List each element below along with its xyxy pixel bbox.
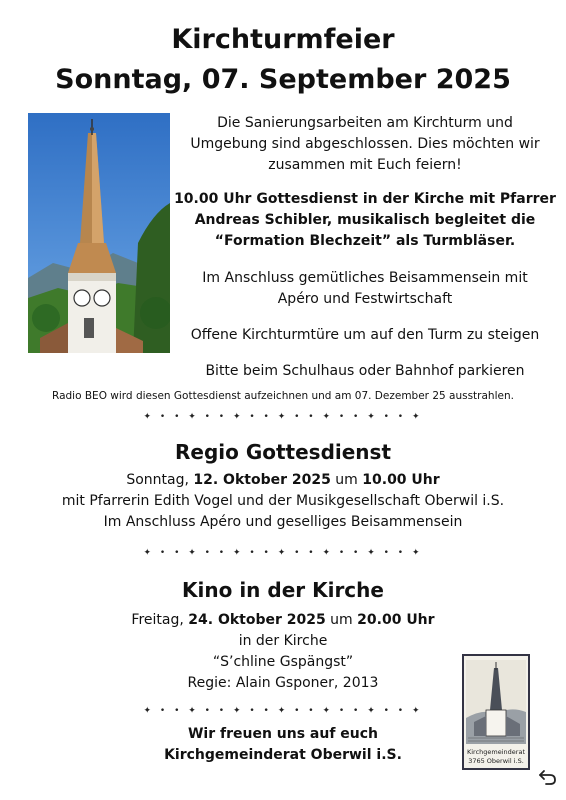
kino-line: in der Kirche bbox=[238, 633, 328, 649]
regio-date: 12. Oktober 2025 bbox=[193, 472, 331, 488]
service-line: Andreas Schibler, musikalisch begleitet die bbox=[194, 212, 536, 228]
kino-date-line bbox=[0, 610, 566, 631]
service-line: “Formation Blechzeit” als Turmbläser. bbox=[214, 233, 516, 249]
event-date-title: Sonntag, 07. September 2025 bbox=[55, 64, 511, 95]
return-arrow-icon-svg bbox=[538, 767, 558, 787]
service-text bbox=[172, 189, 558, 252]
kino-date-prefix: Freitag, bbox=[131, 612, 189, 628]
kino-date: 24. Oktober 2025 bbox=[188, 612, 326, 628]
intro-line: zusammen mit Euch feiern! bbox=[268, 157, 462, 173]
service-line: 10.00 Uhr Gottesdienst in der Kirche mit Pfarrer bbox=[174, 191, 556, 207]
regio-line: mit Pfarrerin Edith Vogel und der Musikgesellschaft Oberwil i.S. bbox=[61, 493, 505, 509]
seal-line: Kirchgemeinderat bbox=[466, 748, 525, 756]
kino-time: 20.00 Uhr bbox=[357, 612, 435, 628]
regio-line: Im Anschluss Apéro und geselliges Beisammensein bbox=[103, 514, 463, 530]
closing-line: Wir freuen uns auf euch bbox=[187, 726, 379, 742]
ornament-divider: ✦ • • ✦ • • ✦ • • ✦ • • ✦ • • ✦ • • ✦ bbox=[143, 412, 423, 422]
kino-date-mid: um bbox=[325, 612, 358, 628]
return-arrow-icon[interactable] bbox=[538, 767, 558, 787]
regio-heading: Regio Gottesdienst bbox=[174, 440, 392, 464]
intro-line: Umgebung sind abgeschlossen. Dies möchten wir bbox=[190, 136, 540, 152]
church-photo bbox=[28, 113, 170, 353]
page-title: Kirchturmfeier bbox=[171, 24, 395, 55]
regio-date-line bbox=[0, 470, 566, 491]
tower-door-text: Offene Kirchturmtüre um auf den Turm zu steigen bbox=[190, 327, 540, 343]
regio-time: 10.00 Uhr bbox=[362, 472, 440, 488]
kino-heading: Kino in der Kirche bbox=[182, 578, 384, 602]
afterwards-text bbox=[172, 268, 558, 310]
parking-text: Bitte beim Schulhaus oder Bahnhof parkieren bbox=[205, 363, 525, 379]
church-seal bbox=[462, 654, 530, 770]
church-seal-illustration bbox=[464, 658, 528, 746]
radio-note: Radio BEO wird diesen Gottesdienst aufzeichnen und am 07. Dezember 25 ausstrahlen. bbox=[52, 390, 514, 402]
afterwards-line: Im Anschluss gemütliches Beisammensein mit bbox=[202, 270, 528, 286]
ornament-divider: ✦ • • ✦ • • ✦ • • ✦ • • ✦ • • ✦ • • ✦ bbox=[143, 706, 423, 716]
regio-date-prefix: Sonntag, bbox=[126, 472, 194, 488]
seal-line: 3765 Oberwil i.S. bbox=[468, 757, 524, 765]
kino-line: “S’chline Gspängst” bbox=[212, 654, 354, 670]
regio-date-mid: um bbox=[330, 472, 363, 488]
regio-details bbox=[0, 470, 566, 533]
closing-signature: Kirchgemeinderat Oberwil i.S. bbox=[164, 747, 402, 763]
intro-line: Die Sanierungsarbeiten am Kirchturm und bbox=[217, 115, 513, 131]
afterwards-line: Apéro und Festwirtschaft bbox=[277, 291, 453, 307]
kino-line: Regie: Alain Gsponer, 2013 bbox=[187, 675, 379, 691]
intro-text bbox=[172, 113, 558, 176]
church-tower-illustration bbox=[28, 113, 170, 353]
ornament-divider: ✦ • • ✦ • • ✦ • • ✦ • • ✦ • • ✦ • • ✦ bbox=[143, 548, 423, 558]
